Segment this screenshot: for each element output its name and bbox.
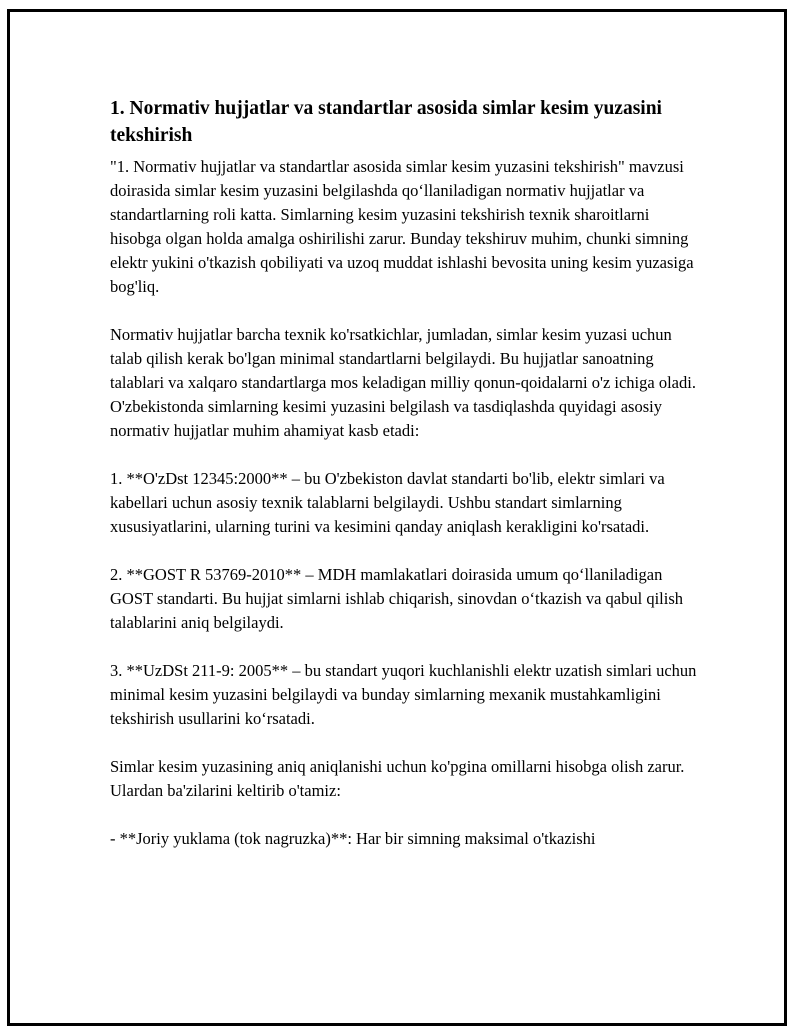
- document-body: [110, 95, 700, 851]
- paragraph-intro: "1. Normativ hujjatlar va standartlar asosida simlar kesim yuzasini tekshirish" mavzusi doirasida simlar kesim yuzasini belgilashda qo‘llaniladigan normativ hujjatlar va standartlarning roli katta. Simlarning kesim yuzasini tekshirish texnik sharoitlarni hisobga olgan holda amalga oshirilishi zarur. Bunday tekshiruv muhim, chunki simning elektr yukini o'tkazish qobiliyati va uzoq muddat ishlashi bevosita uning kesim yuzasiga bog'liq.: [110, 157, 694, 296]
- list-item-standard-1: 1. **O'zDst 12345:2000** – bu O'zbekiston davlat standarti bo'lib, elektr simlari va kabellari uchun asosiy texnik talablarni belgilaydi. Ushbu standart simlarning xususiyatlarini, ularning turini va kesimini qanday aniqlash kerakligini ko'rsatadi.: [110, 469, 665, 536]
- list-item-current-load: - **Joriy yuklama (tok nagruzka)**: Har bir simning maksimal o'tkazishi: [110, 829, 596, 848]
- paragraph-normative: Normativ hujjatlar barcha texnik ko'rsatkichlar, jumladan, simlar kesim yuzasi uchun talab qilish kerak bo'lgan minimal standartlarni belgilaydi. Bu hujjatlar sanoatning talablari va xalqaro standartlarga mos keladigan milliy qonun-qoidalarni o'z ichiga oladi. O'zbekistonda simlarning kesimi yuzasini belgilash va tasdiqlashda quyidagi asosiy normativ hujjatlar muhim ahamiyat kasb etadi:: [110, 325, 696, 440]
- paragraph-factors: Simlar kesim yuzasining aniq aniqlanishi uchun ko'pgina omillarni hisobga olish zarur. Ulardan ba'zilarini keltirib o'tamiz:: [110, 757, 685, 800]
- list-item-standard-3: 3. **UzDSt 211-9: 2005** – bu standart yuqori kuchlanishli elektr uzatish simlari uchun minimal kesim yuzasini belgilaydi va bunday simlarning mexanik mustahkamligini tekshirish usullarini ko‘rsatadi.: [110, 661, 697, 728]
- document-title: 1. Normativ hujjatlar va standartlar asosida simlar kesim yuzasini tekshirish: [110, 98, 662, 146]
- list-item-standard-2: 2. **GOST R 53769-2010** – MDH mamlakatlari doirasida umum qo‘llaniladigan GOST standarti. Bu hujjat simlarni ishlab chiqarish, sinovdan o‘tkazish va qabul qilish talablarini aniq belgilaydi.: [110, 565, 683, 632]
